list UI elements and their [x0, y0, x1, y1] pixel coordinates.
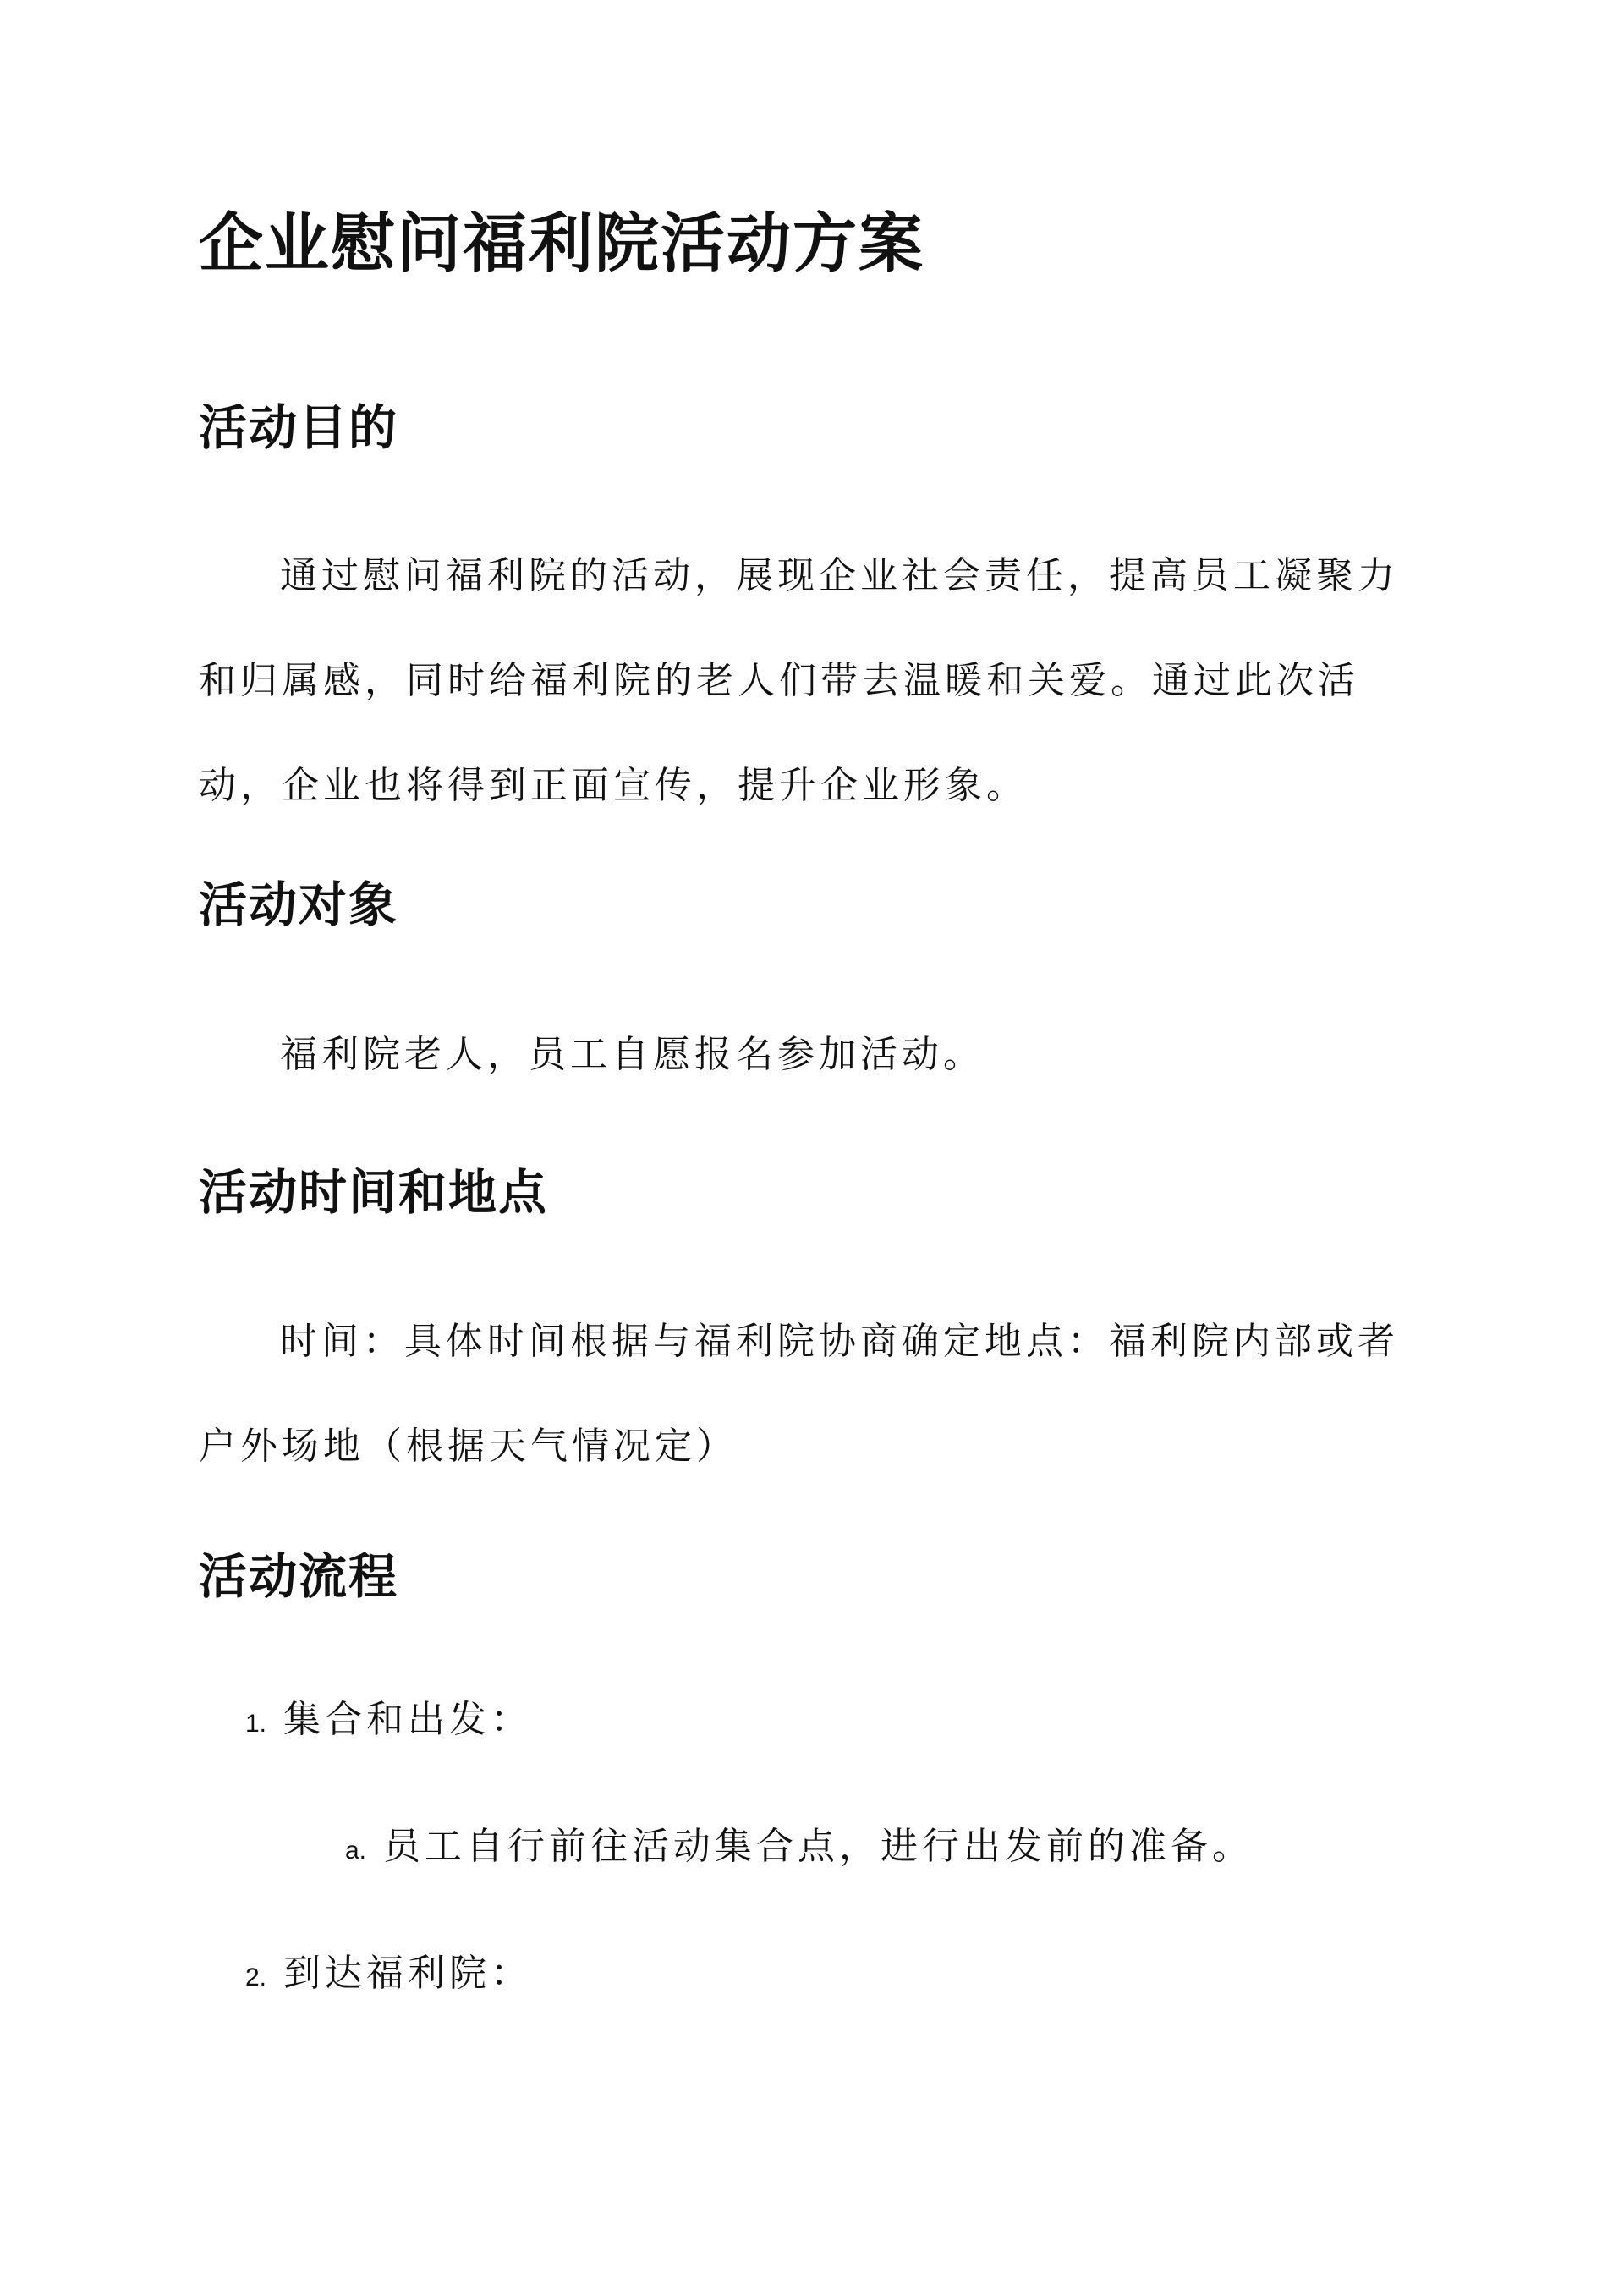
- section-paragraph-audience: 福利院老人，员工自愿报名参加活动。: [280, 1033, 985, 1076]
- list-marker: 1.: [245, 1710, 267, 1738]
- list-item-text: 集合和出发：: [283, 1698, 533, 1741]
- section-heading-audience: 活动对象: [199, 876, 398, 933]
- section-paragraph-purpose: 通过慰问福利院的活动，展现企业社会责任，提高员工凝聚力和归属感，同时给福利院的老人们带去温暖和关爱。通过此次活动，企业也将得到正面宣传，提升企业形象。: [199, 554, 1399, 807]
- section-heading-purpose: 活动目的: [199, 399, 398, 456]
- section-heading-time-place: 活动时间和地点: [199, 1164, 548, 1221]
- list-item: [245, 1690, 532, 1754]
- list-item-text: 到达福利院：: [283, 1952, 533, 1995]
- list-item: [245, 1944, 532, 2008]
- document-title: 企业慰问福利院活动方案: [199, 206, 924, 281]
- section-paragraph-time-place: 时间：具体时间根据与福利院协商确定地点：福利院内部或者户外场地（根据天气情况定）: [199, 1320, 1399, 1468]
- sub-list-marker: a.: [345, 1837, 367, 1865]
- sub-list-item-text: 员工自行前往活动集合点，进行出发前的准备。: [383, 1825, 1254, 1868]
- section-heading-process: 活动流程: [199, 1548, 398, 1605]
- sub-list-item: [345, 1817, 1254, 1881]
- list-marker: 2.: [245, 1964, 267, 1991]
